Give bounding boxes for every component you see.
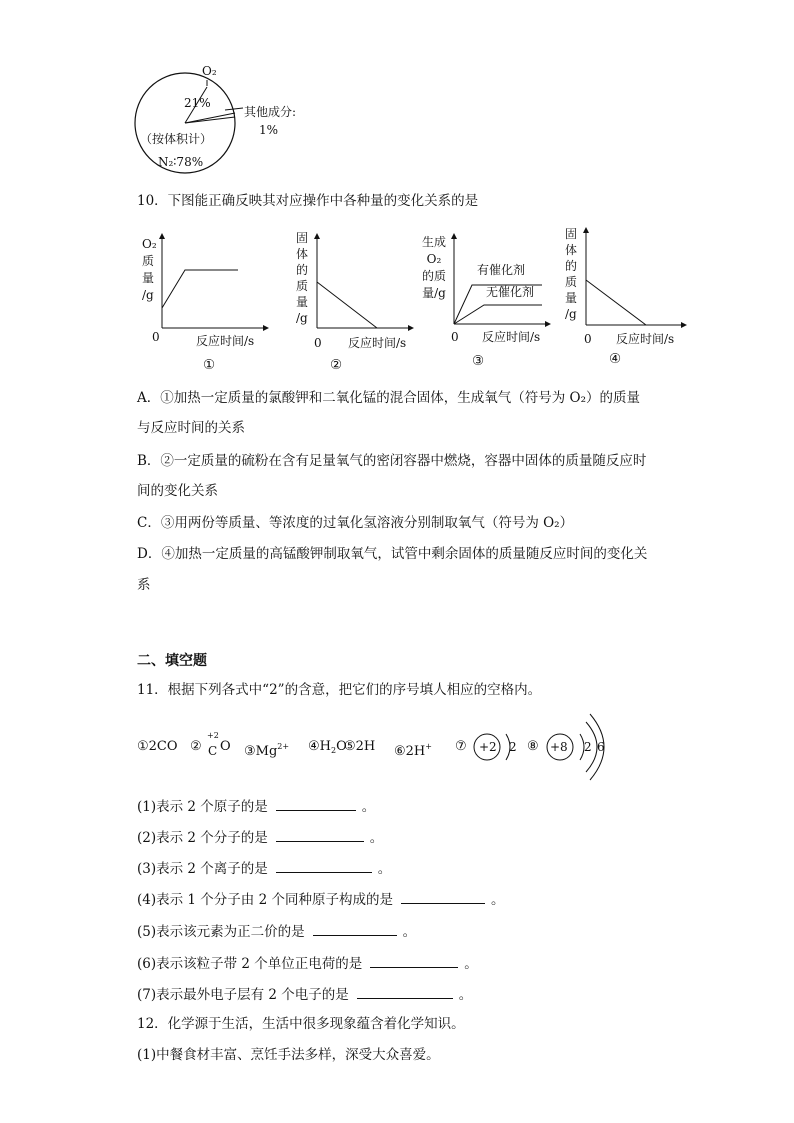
q10-option-b-line2: 间的变化关系	[137, 483, 218, 499]
graph-3-no-catalyst-label: 无催化剂	[486, 285, 535, 299]
pie-n2-label: N₂∶78%	[158, 155, 204, 169]
graph-2	[305, 228, 420, 338]
q11-formula-2-oxygen: O	[220, 739, 231, 754]
graph-2-xlabel: 反应时间/s	[348, 336, 407, 350]
q11-item-3: (3)表示 2 个离子的是 。	[137, 858, 391, 878]
q12-sub-1: (1)中餐食材丰富、烹饪手法多样，深受大众喜爱。	[137, 1047, 440, 1063]
atom-7-nucleus: +2	[479, 740, 497, 754]
graph-3-number: ③	[472, 353, 485, 369]
graph-4-number: ④	[609, 351, 622, 367]
q11-formula-2-number: ②	[190, 739, 202, 754]
q10-option-a-line2: 与反应时间的关系	[137, 420, 245, 436]
q10-option-a-line1: A．①加热一定质量的氯酸钾和二氧化锰的混合固体，生成氧气（符号为 O₂）的质量	[137, 390, 641, 406]
graph-4-ylabel: 固 体 的 质 量 /g	[565, 227, 578, 321]
atom-8-shell-1: 2	[584, 740, 592, 754]
q11-item-5: (5)表示该元素为正二价的是 。	[137, 921, 416, 941]
graph-1-origin: 0	[152, 330, 160, 344]
graph-2-number: ②	[330, 357, 343, 373]
graph-4-xlabel: 反应时间/s	[616, 332, 675, 346]
answer-blank-7[interactable]	[357, 984, 453, 999]
graph-1	[150, 228, 275, 338]
graph-4-origin: 0	[584, 332, 592, 346]
graph-3-xlabel: 反应时间/s	[482, 330, 541, 344]
q11-item-2: (2)表示 2 个分子的是 。	[137, 827, 383, 847]
q11-item-7: (7)表示最外电子层有 2 个电子的是 。	[137, 984, 472, 1004]
graph-1-ylabel: O₂ 质 量 /g	[142, 237, 157, 302]
atom-8-nucleus: +8	[550, 740, 568, 754]
answer-blank-1[interactable]	[276, 796, 356, 811]
pie-o2-label: O₂	[202, 64, 217, 78]
graph-1-xlabel: 反应时间/s	[196, 334, 255, 348]
graph-3-origin: 0	[451, 330, 459, 344]
graph-1-number: ①	[203, 357, 216, 373]
q10-option-c: C．③用两份等质量、等浓度的过氧化氢溶液分别制取氧气（符号为 O₂）	[137, 515, 574, 531]
q11-formula-6: ⑥2H+	[394, 742, 432, 759]
q11-formula-8-number: ⑧	[527, 739, 539, 754]
answer-blank-4[interactable]	[401, 889, 485, 904]
pie-basis-note: （按体积计）	[140, 132, 213, 146]
q10-option-d-line1: D．④加热一定质量的高锰酸钾制取氧气，试管中剩余固体的质量随反应时间的变化关	[137, 546, 648, 562]
q10-option-b-line1: B．②一定质量的硫粉在含有足量氧气的密闭容器中燃烧，容器中固体的质量随反应时	[137, 453, 647, 469]
atom-8-shell-2: 6	[597, 740, 605, 754]
section-title: 二、填空题	[137, 653, 207, 669]
pie-o2-percent: 21%	[184, 96, 211, 110]
graph-3-catalyst-label: 有催化剂	[477, 263, 526, 277]
answer-blank-6[interactable]	[370, 953, 458, 968]
pie-other-percent: 1%	[259, 123, 279, 137]
graph-2-origin: 0	[314, 336, 322, 350]
q11-formula-2-carbon: C	[208, 744, 218, 758]
q11-formula-5: ⑤2H	[344, 739, 376, 754]
q11-formula-3: $③Mg^{2+}$	[244, 742, 290, 759]
graph-3-ylabel: 生成 O₂ 的质 量/g	[422, 235, 447, 300]
q10-option-d-line2: 系	[137, 577, 151, 593]
q11-item-6: (6)表示该粒子带 2 个单位正电荷的是 。	[137, 953, 478, 973]
pie-other-label: 其他成分:	[244, 105, 297, 119]
answer-blank-5[interactable]	[313, 921, 397, 936]
q11-formula-4: $④H_2O$	[308, 739, 347, 755]
q12-stem: 12．化学源于生活，生活中很多现象蕴含着化学知识。	[137, 1016, 465, 1032]
q11-formula-2-charge: +2	[207, 731, 219, 740]
graph-4	[574, 222, 694, 332]
answer-blank-3[interactable]	[276, 858, 372, 873]
q11-formula-7-number: ⑦	[455, 739, 467, 754]
answer-blank-2[interactable]	[276, 827, 364, 842]
graph-2-ylabel: 固 体 的 质 量 /g	[296, 231, 309, 325]
q11-item-1: (1)表示 2 个原子的是 。	[137, 796, 375, 816]
q10-stem: 10．下图能正确反映其对应操作中各种量的变化关系的是	[137, 193, 479, 209]
atom-7-shell: 2	[509, 740, 517, 754]
q11-item-4: (4)表示 1 个分子由 2 个同种原子构成的是 。	[137, 889, 504, 909]
q11-stem: 11．根据下列各式中“2”的含意，把它们的序号填人相应的空格内。	[137, 682, 542, 698]
q11-formula-1: ①2CO	[137, 739, 178, 754]
